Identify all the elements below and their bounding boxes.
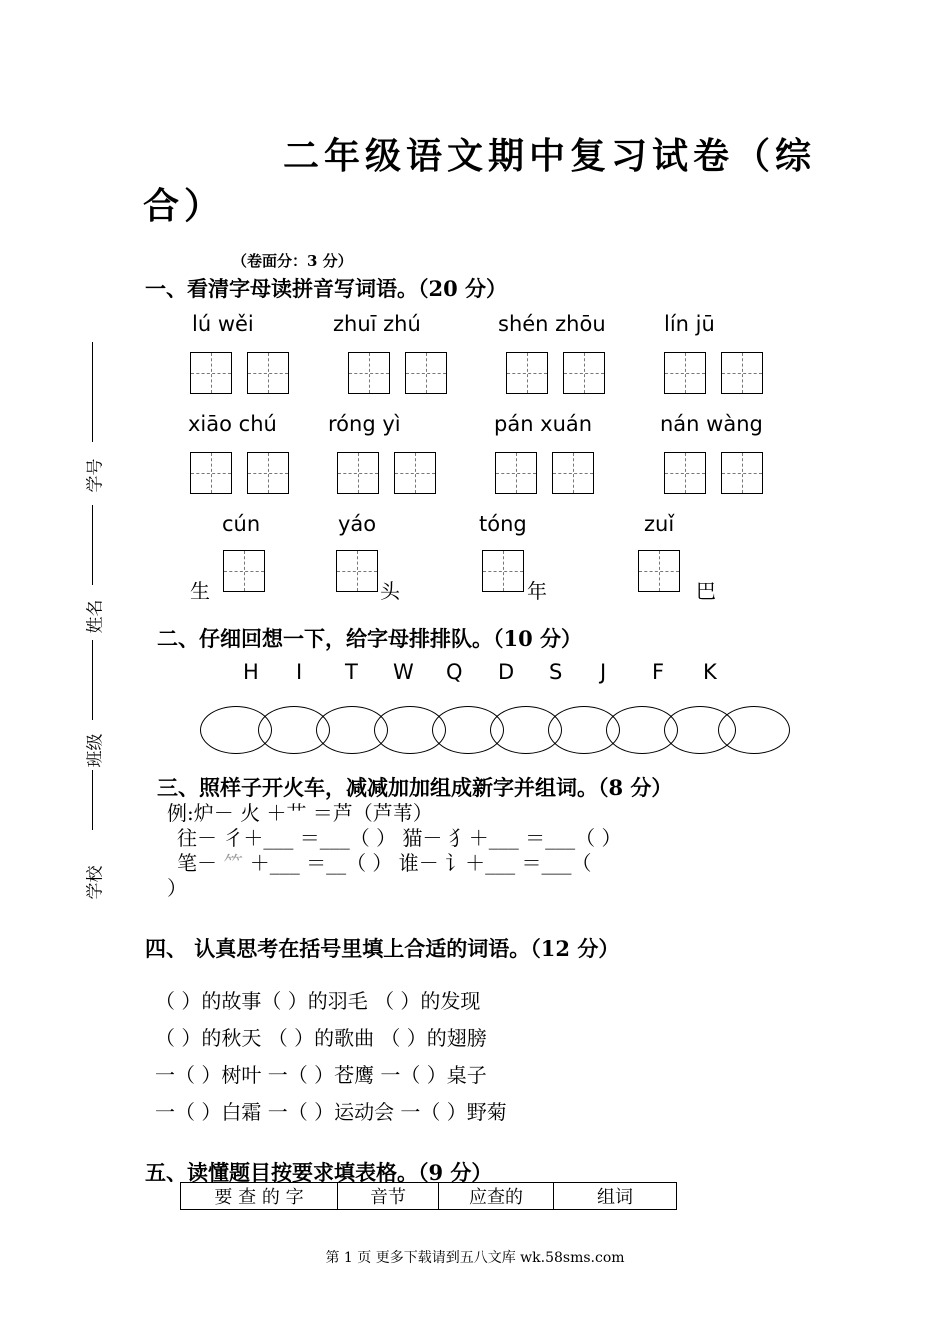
letter-item: T xyxy=(345,660,358,684)
pinyin-item: nán wàng xyxy=(660,412,763,436)
section4-line: （ ）的秋天 （ ）的歌曲 （ ）的翅膀 xyxy=(155,1026,487,1050)
pinyin-item: shén zhōu xyxy=(498,312,606,336)
section5-heading: 五、读懂题目按要求填表格。（9 分） xyxy=(145,1160,493,1185)
side-line xyxy=(92,770,93,830)
writing-box[interactable] xyxy=(223,550,265,592)
pinyin-item: tóng xyxy=(479,512,527,536)
writing-box[interactable] xyxy=(721,352,763,394)
word-char: 生 xyxy=(190,579,210,603)
table-header-cell: 音节 xyxy=(338,1183,439,1210)
letter-item: W xyxy=(393,660,414,684)
section3-line: ） xyxy=(167,876,187,900)
table-header-cell: 要 查 的 字 xyxy=(181,1183,338,1210)
writing-box[interactable] xyxy=(405,352,447,394)
writing-box[interactable] xyxy=(664,452,706,494)
pinyin-item: zhuī zhú xyxy=(333,312,421,336)
letter-item: K xyxy=(703,660,717,684)
word-char: 头 xyxy=(380,579,400,603)
section3-example: 例:炉－ 火 ＋艹 ＝芦（芦苇） xyxy=(167,801,433,825)
pinyin-item: róng yì xyxy=(328,412,401,436)
writing-box[interactable] xyxy=(664,352,706,394)
pinyin-item: lín jū xyxy=(664,312,715,336)
sidebar-name-label: 姓名 xyxy=(85,599,106,634)
side-line xyxy=(92,640,93,720)
lookup-table xyxy=(180,1182,677,1210)
pinyin-item: zuǐ xyxy=(644,512,675,536)
pinyin-item: yáo xyxy=(338,512,377,536)
table-header-cell: 组词 xyxy=(554,1183,677,1210)
letter-item: I xyxy=(296,660,303,684)
pinyin-item: cún xyxy=(222,512,261,536)
writing-box[interactable] xyxy=(552,452,594,494)
writing-box[interactable] xyxy=(190,352,232,394)
section4-line: 一（ ）树叶 一（ ）苍鹰 一（ ）桌子 xyxy=(155,1063,487,1087)
sidebar-number-label: 学号 xyxy=(85,458,106,493)
table-header-cell: 应查的 xyxy=(439,1183,554,1210)
letter-item: F xyxy=(652,660,665,684)
pinyin-item: lú wěi xyxy=(192,312,254,336)
section3-heading: 三、照样子开火车，减减加加组成新字并组词。（8 分） xyxy=(157,775,673,800)
letter-item: J xyxy=(600,660,607,684)
writing-box[interactable] xyxy=(638,550,680,592)
side-line xyxy=(92,342,93,442)
writing-box[interactable] xyxy=(394,452,436,494)
letter-item: D xyxy=(498,660,515,684)
writing-box[interactable] xyxy=(495,452,537,494)
pinyin-item: xiāo chú xyxy=(188,412,277,436)
page-footer: 第 1 页 更多下载请到五八文库 wk.58sms.com xyxy=(325,1250,625,1266)
writing-box[interactable] xyxy=(721,452,763,494)
writing-box[interactable] xyxy=(348,352,390,394)
letter-item: H xyxy=(243,660,259,684)
score-note: （卷面分：3 分） xyxy=(232,252,353,270)
sidebar-school-label: 学校 xyxy=(85,865,106,900)
section4-heading: 四、 认真思考在括号里填上合适的词语。（12 分） xyxy=(145,936,620,961)
word-char: 巴 xyxy=(696,579,716,603)
section3-line: 往－ 彳＋___ ＝___（ ） 猫－ 犭＋___ ＝___（ ） xyxy=(177,826,622,850)
side-line xyxy=(92,505,93,585)
word-char: 年 xyxy=(527,579,547,603)
writing-box[interactable] xyxy=(336,550,378,592)
section1-heading: 一、看清字母读拼音写词语。（20 分） xyxy=(145,276,508,301)
section3-line-part: 笔－ xyxy=(177,851,224,875)
letter-item: S xyxy=(549,660,563,684)
writing-box[interactable] xyxy=(482,550,524,592)
writing-box[interactable] xyxy=(247,352,289,394)
writing-box[interactable] xyxy=(337,452,379,494)
section4-line: （ ）的故事（ ）的羽毛 （ ）的发现 xyxy=(155,989,481,1013)
page-title-line2: 合） xyxy=(143,185,226,227)
answer-oval[interactable] xyxy=(718,706,790,754)
writing-box[interactable] xyxy=(563,352,605,394)
section3-line-part: ＋___ ＝__（ ） 谁－ 讠＋___ ＝___（ xyxy=(243,851,592,875)
bamboo-radical: ⺮ xyxy=(223,851,244,875)
section2-heading: 二、仔细回想一下，给字母排排队。（10 分） xyxy=(157,626,583,651)
letter-item: Q xyxy=(446,660,463,684)
section3-line xyxy=(177,847,592,876)
section4-line: 一（ ）白霜 一（ ）运动会 一（ ）野菊 xyxy=(155,1100,507,1124)
sidebar-class-label: 班级 xyxy=(85,733,106,768)
pinyin-item: pán xuán xyxy=(494,412,593,436)
table-row xyxy=(181,1183,677,1210)
writing-box[interactable] xyxy=(247,452,289,494)
writing-box[interactable] xyxy=(506,352,548,394)
writing-box[interactable] xyxy=(190,452,232,494)
page-title-line1: 二年级语文期中复习试卷（综 xyxy=(283,135,817,177)
